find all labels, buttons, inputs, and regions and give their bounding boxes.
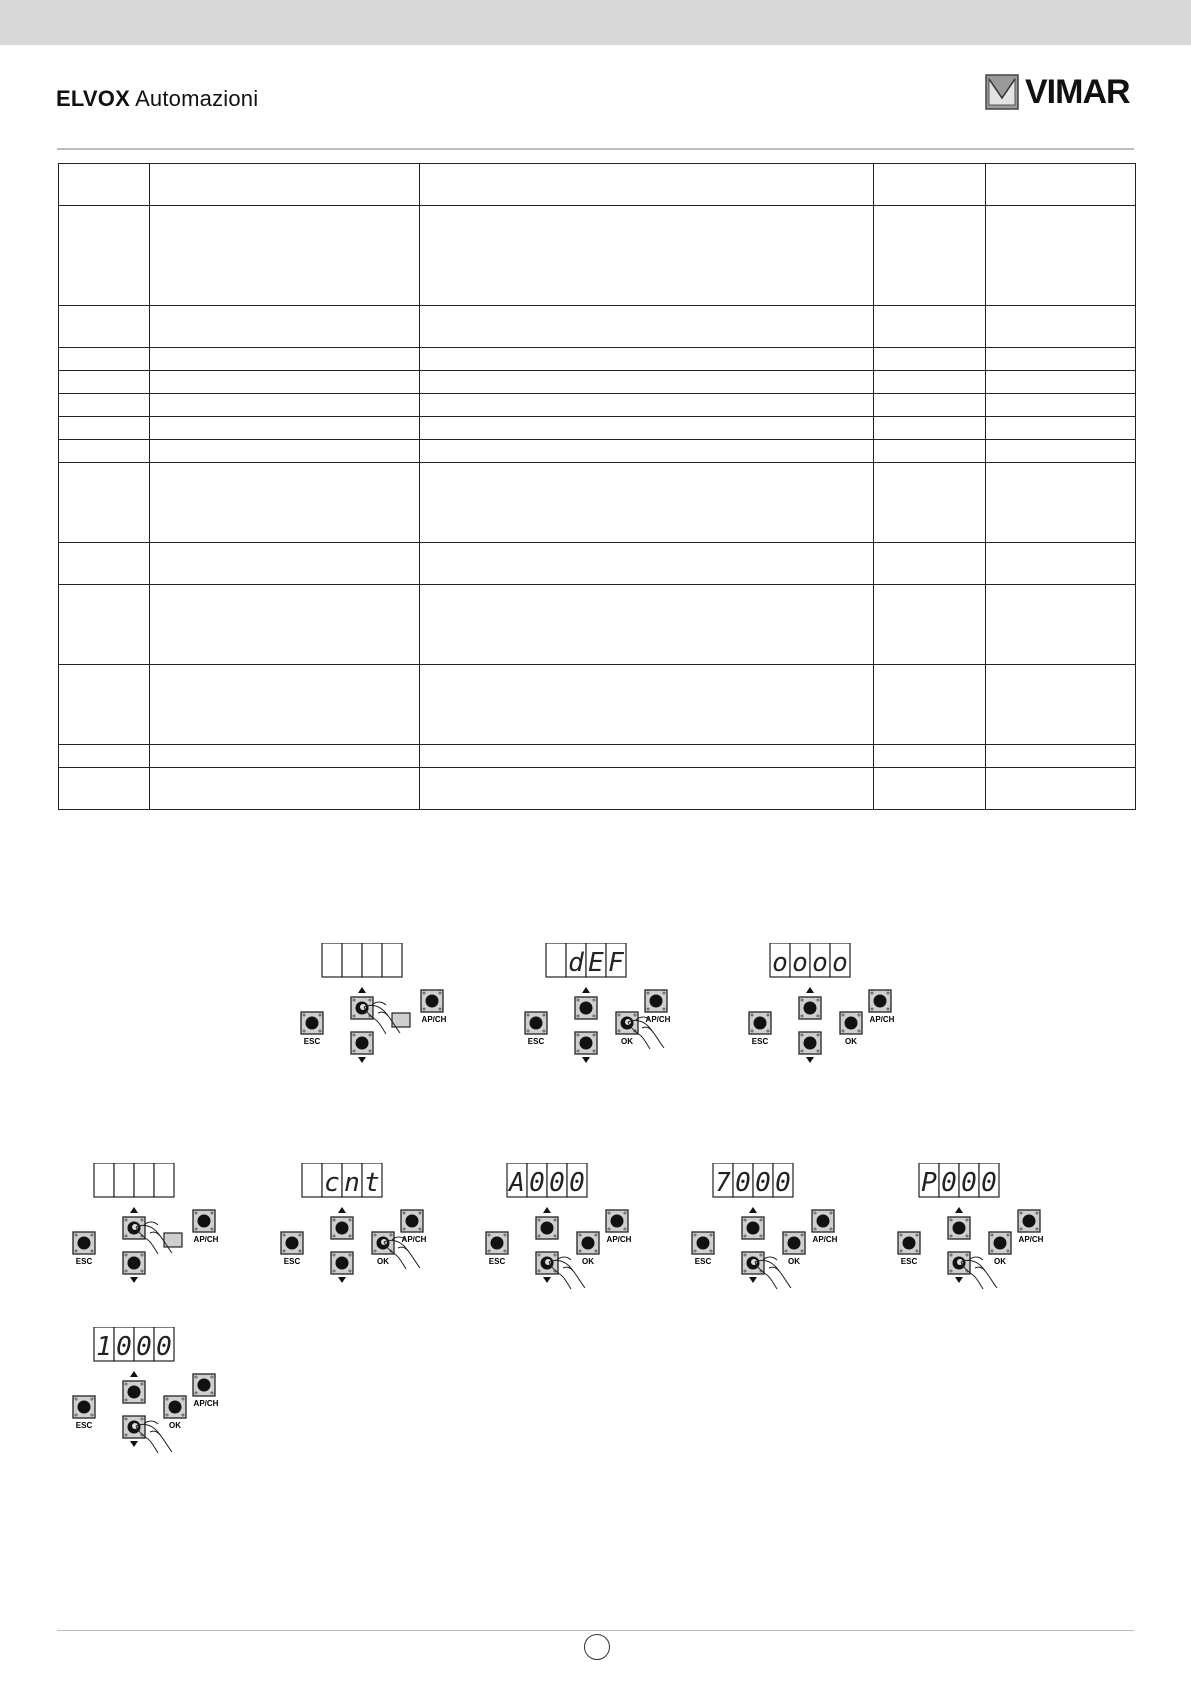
display-character: o (792, 948, 808, 978)
table-cell (420, 585, 874, 665)
keypad-panel-3 (748, 943, 908, 1083)
display-character: 0 (961, 1168, 977, 1198)
table-cell (874, 348, 986, 371)
esc-button[interactable] (73, 1232, 95, 1254)
esc-label: ESC (751, 1037, 769, 1046)
top-band (0, 0, 1191, 45)
table-cell (874, 417, 986, 440)
esc-button[interactable] (73, 1396, 95, 1418)
apch-label: AP/CH (193, 1235, 219, 1244)
esc-button[interactable] (749, 1012, 771, 1034)
ok-button[interactable] (840, 1012, 862, 1034)
up-arrow-icon (130, 1207, 138, 1213)
apch-button[interactable] (645, 990, 667, 1012)
display-character: o (832, 948, 848, 978)
logo-wordmark: VIMAR (1025, 72, 1130, 111)
esc-button[interactable] (281, 1232, 303, 1254)
display-character: 0 (116, 1332, 132, 1362)
keypad-panel-6 (485, 1163, 645, 1303)
esc-label: ESC (303, 1037, 321, 1046)
table-cell (150, 206, 420, 306)
table-cell (420, 665, 874, 745)
down-arrow-icon (358, 1057, 366, 1063)
seven-segment-display (507, 1163, 587, 1198)
table-cell (874, 206, 986, 306)
table-row (59, 440, 1136, 463)
down-arrow-icon (130, 1277, 138, 1283)
table-cell (986, 348, 1136, 371)
display-character: 0 (755, 1168, 771, 1198)
down-button[interactable] (331, 1252, 353, 1274)
table-cell (59, 585, 150, 665)
table-cell (986, 440, 1136, 463)
display-character: 0 (735, 1168, 751, 1198)
esc-button[interactable] (525, 1012, 547, 1034)
table-cell (874, 463, 986, 543)
ok-label: OK (169, 1421, 181, 1430)
esc-button[interactable] (301, 1012, 323, 1034)
down-button[interactable] (351, 1032, 373, 1054)
up-arrow-icon (806, 987, 814, 993)
display-character: 0 (775, 1168, 791, 1198)
down-button[interactable] (575, 1032, 597, 1054)
up-button[interactable] (575, 997, 597, 1019)
table-cell (874, 394, 986, 417)
ok-button[interactable] (577, 1232, 599, 1254)
table-cell (986, 394, 1136, 417)
ok-button[interactable] (989, 1232, 1011, 1254)
display-character: E (588, 948, 604, 978)
display-character: 0 (981, 1168, 997, 1198)
apch-button[interactable] (869, 990, 891, 1012)
table-cell (420, 348, 874, 371)
up-button[interactable] (331, 1217, 353, 1239)
seven-segment-display (94, 1327, 174, 1362)
table-row (59, 463, 1136, 543)
parameter-table (58, 163, 1136, 810)
table-cell (59, 306, 150, 348)
ok-label: OK (994, 1257, 1006, 1266)
table-cell (420, 164, 874, 206)
ok-label: OK (845, 1037, 857, 1046)
table-cell (874, 585, 986, 665)
esc-button[interactable] (898, 1232, 920, 1254)
ok-button[interactable] (164, 1396, 186, 1418)
table-cell (874, 164, 986, 206)
table-cell (150, 348, 420, 371)
table-cell (59, 440, 150, 463)
table-cell (986, 306, 1136, 348)
table-cell (59, 206, 150, 306)
table-cell (59, 371, 150, 394)
up-button[interactable] (948, 1217, 970, 1239)
up-arrow-icon (358, 987, 366, 993)
table-cell (874, 306, 986, 348)
seven-segment-display (302, 1163, 382, 1198)
table-row (59, 371, 1136, 394)
seven-segment-display (919, 1163, 999, 1198)
down-arrow-icon (338, 1277, 346, 1283)
table-row (59, 348, 1136, 371)
table-body (59, 164, 1136, 810)
table-cell (986, 206, 1136, 306)
seven-segment-display (322, 943, 402, 977)
down-arrow-icon (582, 1057, 590, 1063)
seven-segment-display (713, 1163, 793, 1198)
table-cell (874, 371, 986, 394)
table-cell (59, 463, 150, 543)
apch-button[interactable] (606, 1210, 628, 1232)
table-cell (420, 440, 874, 463)
keypad-panel-7 (691, 1163, 851, 1303)
up-arrow-icon (749, 1207, 757, 1213)
esc-button[interactable] (486, 1232, 508, 1254)
table-cell (59, 348, 150, 371)
table-row (59, 394, 1136, 417)
table-cell (874, 543, 986, 585)
table-row (59, 745, 1136, 768)
up-arrow-icon (582, 987, 590, 993)
footer-rule (57, 1630, 1134, 1631)
table-cell (150, 164, 420, 206)
brand-bold: ELVOX (56, 86, 130, 111)
seven-segment-display (546, 943, 626, 978)
table-cell (986, 371, 1136, 394)
table-row (59, 665, 1136, 745)
table-cell (420, 768, 874, 810)
table-cell (420, 306, 874, 348)
keypad-panel-9 (72, 1327, 232, 1467)
table-cell (59, 745, 150, 768)
up-button[interactable] (742, 1217, 764, 1239)
esc-label: ESC (694, 1257, 712, 1266)
table-cell (150, 768, 420, 810)
table-cell (150, 306, 420, 348)
ok-button[interactable] (783, 1232, 805, 1254)
apch-label: AP/CH (421, 1015, 447, 1024)
table-cell (59, 417, 150, 440)
table-row (59, 164, 1136, 206)
seven-segment-display (94, 1163, 174, 1197)
display-character: c (324, 1168, 340, 1198)
esc-label: ESC (900, 1257, 918, 1266)
display-character: 0 (156, 1332, 172, 1362)
table-cell (150, 371, 420, 394)
page-number-circle (584, 1634, 610, 1660)
down-button[interactable] (799, 1032, 821, 1054)
table-cell (150, 585, 420, 665)
esc-label: ESC (75, 1421, 93, 1430)
table-cell (150, 543, 420, 585)
table-cell (420, 394, 874, 417)
display-character: 0 (529, 1168, 545, 1198)
table-cell (986, 463, 1136, 543)
display-character: o (812, 948, 828, 978)
table-cell (986, 745, 1136, 768)
brand-light: Automazioni (135, 86, 259, 111)
apch-button[interactable] (193, 1210, 215, 1232)
table-cell (420, 463, 874, 543)
vimar-logo-icon (985, 74, 1019, 110)
table-cell (420, 206, 874, 306)
brand-header (56, 86, 258, 112)
down-arrow-icon (543, 1277, 551, 1283)
up-arrow-icon (543, 1207, 551, 1213)
esc-label: ESC (75, 1257, 93, 1266)
apch-button[interactable] (812, 1210, 834, 1232)
display-character: 0 (136, 1332, 152, 1362)
table-row (59, 417, 1136, 440)
down-arrow-icon (806, 1057, 814, 1063)
seven-segment-display (770, 943, 850, 978)
table-cell (150, 665, 420, 745)
table-cell (150, 394, 420, 417)
display-character: P (921, 1168, 937, 1198)
keypad-panel-2 (524, 943, 684, 1083)
table-cell (986, 665, 1136, 745)
table-cell (420, 417, 874, 440)
display-character: 0 (569, 1168, 585, 1198)
display-character: t (364, 1168, 380, 1198)
table-cell (874, 440, 986, 463)
table-cell (986, 543, 1136, 585)
vimar-logo (985, 72, 1130, 112)
keypad-panel-5 (280, 1163, 440, 1303)
down-arrow-icon (130, 1441, 138, 1447)
apch-label: AP/CH (869, 1015, 895, 1024)
up-button[interactable] (536, 1217, 558, 1239)
display-character: 1 (96, 1332, 112, 1362)
display-character: 0 (549, 1168, 565, 1198)
table-row (59, 306, 1136, 348)
display-character: d (568, 948, 584, 978)
apch-label: AP/CH (1018, 1235, 1044, 1244)
header-rule (57, 148, 1134, 150)
table-cell (874, 768, 986, 810)
table-cell (59, 164, 150, 206)
apch-label: AP/CH (401, 1235, 427, 1244)
ok-label: OK (582, 1257, 594, 1266)
apch-label: AP/CH (193, 1399, 219, 1408)
esc-label: ESC (527, 1037, 545, 1046)
display-character: 0 (941, 1168, 957, 1198)
up-arrow-icon (955, 1207, 963, 1213)
table-cell (986, 585, 1136, 665)
display-character: 7 (715, 1168, 731, 1198)
ok-label: OK (788, 1257, 800, 1266)
table-cell (59, 665, 150, 745)
down-arrow-icon (955, 1277, 963, 1283)
apch-label: AP/CH (606, 1235, 632, 1244)
display-character: F (608, 948, 624, 978)
down-button[interactable] (123, 1252, 145, 1274)
keypad-panel-4 (72, 1163, 232, 1303)
table-cell (986, 417, 1136, 440)
keypad-panel-1 (300, 943, 460, 1083)
keypad-panel-8 (897, 1163, 1057, 1303)
table-cell (59, 394, 150, 417)
table-row (59, 585, 1136, 665)
table-row (59, 206, 1136, 306)
table-cell (150, 745, 420, 768)
table-row (59, 543, 1136, 585)
table-cell (874, 745, 986, 768)
apch-button[interactable] (401, 1210, 423, 1232)
esc-label: ESC (283, 1257, 301, 1266)
apch-button[interactable] (421, 990, 443, 1012)
apch-button[interactable] (193, 1374, 215, 1396)
table-cell (150, 463, 420, 543)
esc-label: ESC (488, 1257, 506, 1266)
table-cell (150, 440, 420, 463)
display-character: o (772, 948, 788, 978)
ok-label: OK (621, 1037, 633, 1046)
ok-label: OK (377, 1257, 389, 1266)
table-cell (420, 543, 874, 585)
table-cell (986, 768, 1136, 810)
table-cell (59, 768, 150, 810)
table-cell (874, 665, 986, 745)
apch-label: AP/CH (645, 1015, 671, 1024)
table-cell (420, 371, 874, 394)
table-cell (59, 543, 150, 585)
up-button[interactable] (123, 1381, 145, 1403)
up-arrow-icon (338, 1207, 346, 1213)
table-row (59, 768, 1136, 810)
table-cell (986, 164, 1136, 206)
apch-label: AP/CH (812, 1235, 838, 1244)
apch-button[interactable] (1018, 1210, 1040, 1232)
display-character: A (509, 1168, 525, 1198)
esc-button[interactable] (692, 1232, 714, 1254)
display-character: n (344, 1168, 360, 1198)
up-button[interactable] (799, 997, 821, 1019)
table-cell (420, 745, 874, 768)
table-cell (150, 417, 420, 440)
down-arrow-icon (749, 1277, 757, 1283)
up-arrow-icon (130, 1371, 138, 1377)
